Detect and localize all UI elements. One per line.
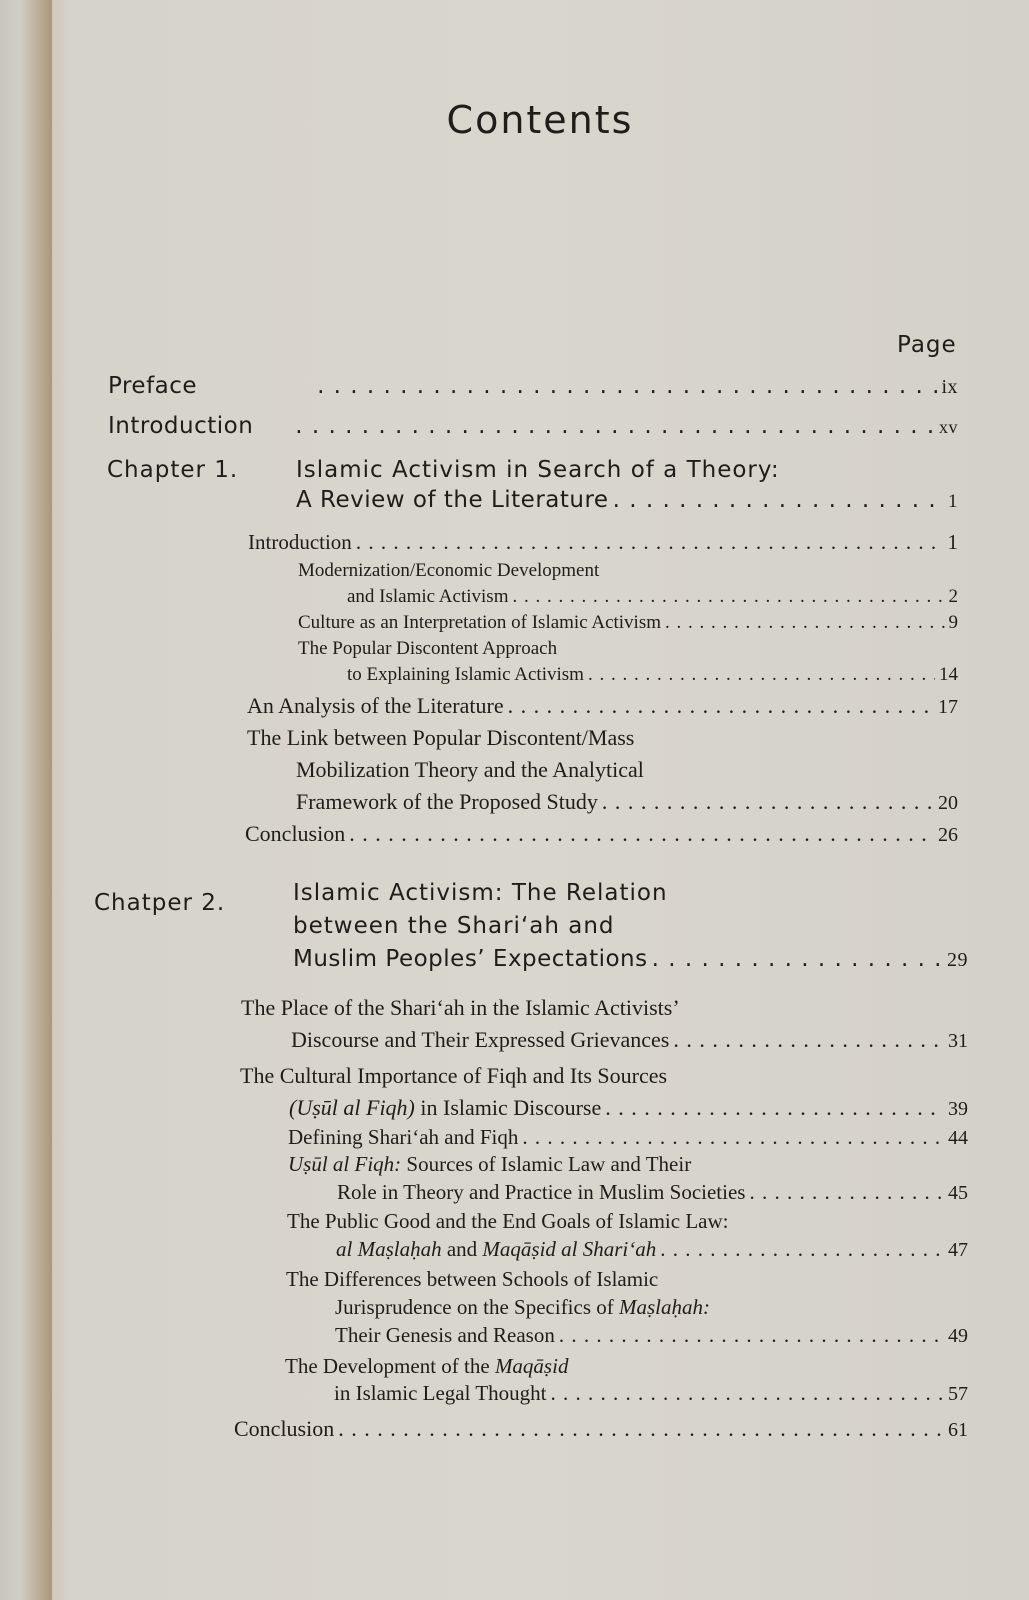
chapter-1-title-line[interactable]: Islamic Activism in Search of a Theory: [296,457,780,483]
toc-entry-introduction[interactable] [108,413,958,439]
toc-entry-page: 31 [948,1030,968,1052]
toc-entry-label: Modernization/Economic Development [298,560,600,581]
toc-entry-label: Their Genesis and Reason [335,1323,555,1347]
toc-entry-label: The Popular Discontent Approach [298,638,558,659]
chapter-2-title-line[interactable]: Islamic Activism: The Relation [293,880,668,906]
toc-entry-label: (Uṣūl al Fiqh) in Islamic Discourse [289,1095,602,1120]
dot-leader [665,612,944,634]
toc-entry-label: Role in Theory and Practice in Muslim Societies [337,1180,746,1204]
dot-leader [356,530,944,555]
toc-entry-ch1-introduction[interactable] [248,530,958,555]
dot-leader [559,1323,944,1348]
toc-entry-label: The Public Good and the End Goals of Islamic Law: [287,1209,729,1233]
dot-leader [605,1095,944,1121]
toc-entry-page: ix [941,376,958,398]
toc-entry-page: 61 [948,1419,968,1441]
toc-entry-label: Introduction [248,530,352,554]
contents-heading: Contents [446,98,634,142]
chapter-1-title-line: A Review of the Literature [296,487,609,513]
toc-entry-page: xv [939,417,958,437]
toc-entry-page: 57 [948,1383,968,1405]
chapter-2-title-line: Muslim Peoples’ Expectations [293,946,648,972]
italic-term: Uṣūl al Fiqh: [288,1152,402,1176]
toc-entry-chapter-2[interactable] [293,946,968,972]
toc-entry-ch2-defining[interactable] [288,1125,968,1150]
toc-entry-ch2-conclusion[interactable] [234,1416,968,1442]
toc-entry-page: 20 [938,792,958,814]
dot-leader [660,1237,944,1262]
italic-term: al Maṣlaḥah [336,1237,442,1261]
toc-entry-label: Framework of the Proposed Study [296,789,598,814]
dot-leader [673,1027,944,1053]
dot-leader [588,664,935,686]
dot-leader [749,1180,944,1205]
dot-leader [508,693,934,719]
toc-entry-label: Preface [108,373,198,399]
toc-entry-label: The Link between Popular Discontent/Mass [247,725,635,750]
toc-entry-label: Mobilization Theory and the Analytical [296,757,644,782]
toc-entry-chapter-1[interactable] [296,487,958,513]
toc-entry-page: 45 [948,1182,968,1204]
toc-entry-label: Conclusion [245,821,346,846]
toc-entry-page: 1 [948,491,958,512]
toc-entry-ch2-place-of-shariah[interactable] [291,1027,968,1053]
toc-entry-label: and Islamic Activism [347,586,509,607]
toc-entry-label: Defining Shari‘ah and Fiqh [288,1125,519,1149]
page-column-label: Page [897,332,957,358]
toc-entry-label: Culture as an Interpretation of Islamic Activism [298,612,662,633]
toc-entry-ch1-popular-discontent[interactable] [347,664,958,686]
toc-entry-label: An Analysis of the Literature [247,693,504,718]
toc-entry-page: 47 [948,1239,968,1261]
toc-entry-page: 39 [948,1098,968,1120]
italic-term: Maṣlaḥah: [619,1295,711,1319]
toc-entry-label: Uṣūl al Fiqh: Sources of Islamic Law and Their [288,1152,692,1176]
italic-term: Maqāṣid al Shari‘ah [482,1237,657,1261]
toc-entry-page: 17 [938,696,958,718]
toc-entry-label: to Explaining Islamic Activism [347,664,584,685]
toc-entry-label: Conclusion [234,1416,335,1441]
toc-entry-ch1-conclusion[interactable] [245,821,958,847]
toc-entry-preface[interactable] [108,373,958,399]
dot-leader [522,1125,944,1150]
toc-entry-ch1-modernization[interactable] [347,586,958,608]
toc-entry-page: 49 [948,1325,968,1347]
toc-entry-ch2-usul[interactable] [337,1180,968,1205]
toc-entry-label: Introduction [108,413,254,439]
toc-entry-page: 14 [939,664,958,685]
dot-leader [295,413,935,439]
book-spine-gutter [0,0,52,1600]
toc-entry-page: 2 [948,586,958,607]
dot-leader [338,1416,944,1442]
dot-leader [512,586,944,608]
toc-entry-ch2-differences[interactable] [335,1323,968,1348]
toc-entry-ch1-link[interactable] [296,789,958,815]
toc-entry-label: al Maṣlaḥah and Maqāṣid al Shari‘ah [336,1237,657,1261]
italic-term: (Uṣūl al Fiqh) [289,1095,415,1120]
dot-leader [550,1381,944,1406]
toc-entry-ch2-development[interactable] [334,1381,968,1406]
toc-entry-ch1-culture[interactable] [298,612,958,634]
dot-leader [652,946,943,972]
toc-entry-label: in Islamic Legal Thought [334,1381,547,1405]
toc-entry-label: Discourse and Their Expressed Grievances [291,1027,670,1052]
toc-entry-label: The Differences between Schools of Islamic [286,1267,659,1291]
toc-entry-page: 26 [938,824,958,846]
dot-leader [613,487,944,513]
toc-entry-label: The Development of the Maqāṣid [285,1354,569,1378]
toc-entry-page: 44 [948,1127,968,1149]
toc-entry-label: The Cultural Importance of Fiqh and Its Sources [240,1063,668,1088]
chapter-1-label: Chapter 1. [107,457,239,483]
toc-entry-label: The Place of the Shari‘ah in the Islamic Activists’ [241,995,680,1020]
dot-leader [602,789,934,815]
chapter-2-title-line[interactable]: between the Shari‘ah and [293,913,615,939]
chapter-2-label: Chatper 2. [94,890,226,916]
toc-entry-page: 29 [947,949,968,971]
italic-term: Maqāṣid [494,1354,569,1378]
toc-entry-ch2-cultural-importance[interactable] [289,1095,968,1121]
toc-entry-ch2-public-good[interactable] [336,1237,968,1262]
dot-leader [349,821,934,847]
toc-entry-page: 9 [948,612,958,633]
toc-entry-ch1-analysis[interactable] [247,693,958,719]
toc-entry-label: Jurisprudence on the Specifics of Maṣlaḥah: [335,1295,711,1319]
dot-leader [317,373,937,399]
toc-entry-page: 1 [947,530,958,554]
